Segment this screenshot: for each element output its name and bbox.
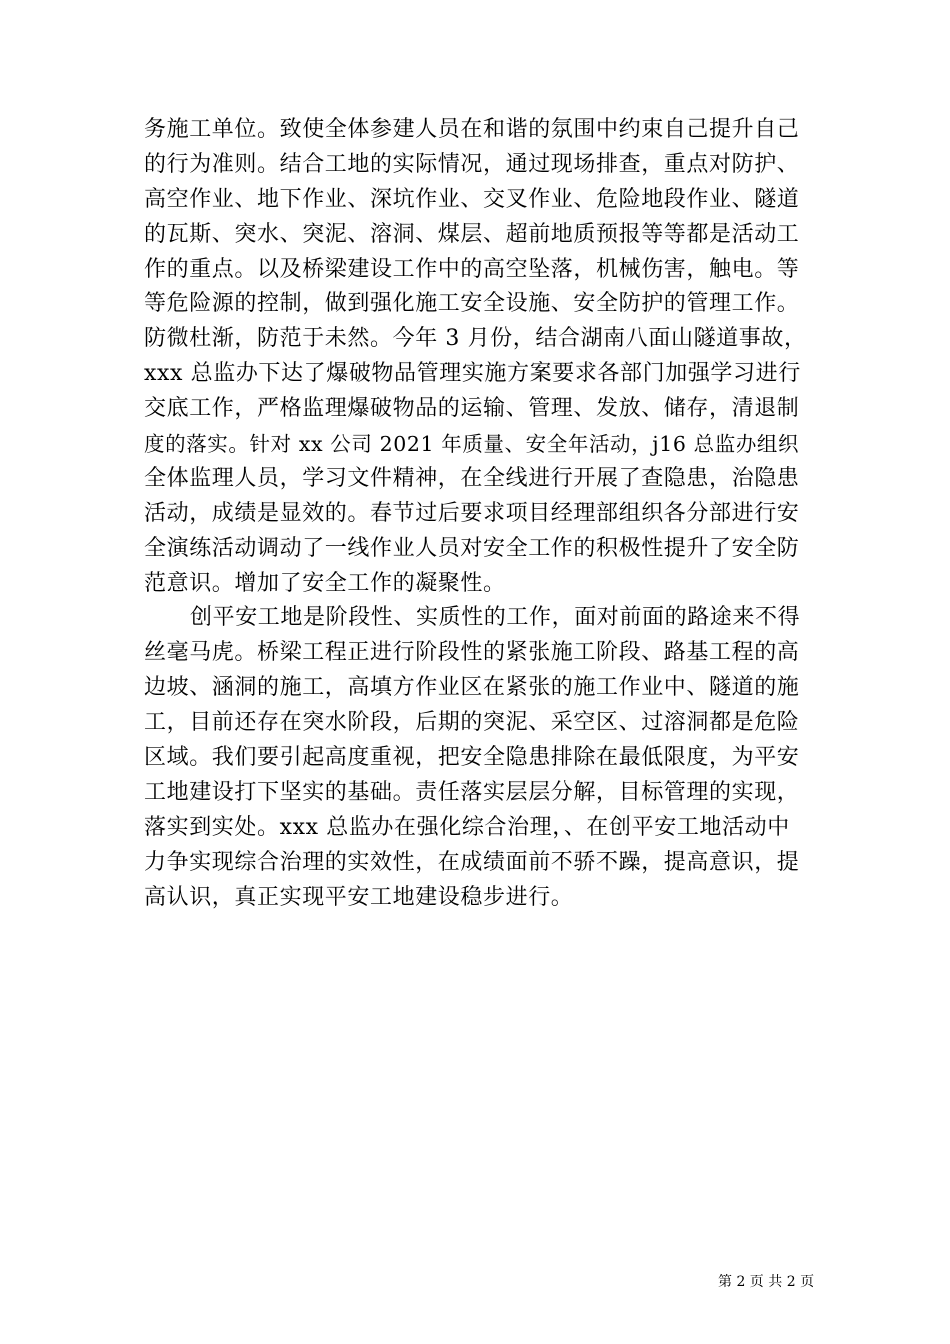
paragraph-1-line-5: 作的重点。以及桥梁建设工作中的高空坠落，机械伤害，触电。等 — [144, 256, 800, 282]
paragraph-2-line-2: 丝毫马虎。桥梁工程正进行阶段性的紧张施工阶段、路基工程的高 — [144, 640, 800, 666]
paragraph-2-line-3: 边坡、涵洞的施工，高填方作业区在紧张的施工作业中、隧道的施 — [144, 675, 800, 701]
paragraph-1-line-13: 全演练活动调动了一线作业人员对安全工作的积极性提升了安全防 — [144, 535, 800, 561]
paragraph-1-line-9: 交底工作，严格监理爆破物品的运输、管理、发放、储存，清退制 — [144, 396, 800, 422]
paragraph-1-line-7: 防微杜渐，防范于未然。今年 3 月份，结合湖南八面山隧道事故， — [144, 326, 807, 352]
paragraph-2-line-6: 工地建设打下坚实的基础。责任落实层层分解，目标管理的实现， — [144, 779, 800, 805]
paragraph-1-line-14: 范意识。增加了安全工作的凝聚性。 — [144, 570, 506, 596]
page-number: 第 2 页 共 2 页 — [718, 1274, 815, 1290]
paragraph-2-line-7: 落实到实处。xxx 总监办在强化综合治理，、在创平安工地活动中 — [144, 814, 790, 840]
paragraph-1-line-12: 活动，成绩是显效的。春节过后要求项目经理部组织各分部进行安 — [144, 500, 800, 526]
paragraph-2-line-8: 力争实现综合治理的实效性，在成绩面前不骄不躁，提高意识，提 — [144, 849, 800, 875]
paragraph-2-line-9: 高认识，真正实现平安工地建设稳步进行。 — [144, 884, 574, 910]
paragraph-1-line-6: 等危险源的控制，做到强化施工安全设施、安全防护的管理工作。 — [144, 291, 800, 317]
paragraph-1-line-8: xxx 总监办下达了爆破物品管理实施方案要求各部门加强学习进行 — [144, 361, 801, 387]
paragraph-2-line-1: 创平安工地是阶段性、实质性的工作，面对前面的路途来不得 — [190, 605, 801, 631]
paragraph-1-line-2: 的行为准则。结合工地的实际情况，通过现场排查，重点对防护、 — [144, 151, 800, 177]
document-body — [144, 113, 812, 915]
paragraph-1-line-1: 务施工单位。致使全体参建人员在和谐的氛围中约束自己提升自己 — [144, 117, 800, 142]
paragraph-2-line-4: 工，目前还存在突水阶段，后期的突泥、采空区、过溶洞都是危险 — [144, 710, 800, 736]
paragraph-1-line-3: 高空作业、地下作业、深坑作业、交叉作业、危险地段作业、隧道 — [144, 186, 800, 212]
paragraph-1-line-4: 的瓦斯、突水、突泥、溶洞、煤层、超前地质预报等等都是活动工 — [144, 221, 800, 247]
paragraph-1-line-10: 度的落实。针对 xx 公司 2021 年质量、安全年活动，j16 总监办组织 — [144, 432, 800, 457]
paragraph-2-line-5: 区域。我们要引起高度重视，把安全隐患排除在最低限度，为平安 — [144, 745, 800, 771]
paragraph-1-line-11: 全体监理人员，学习文件精神，在全线进行开展了查隐患，治隐患 — [144, 465, 800, 491]
